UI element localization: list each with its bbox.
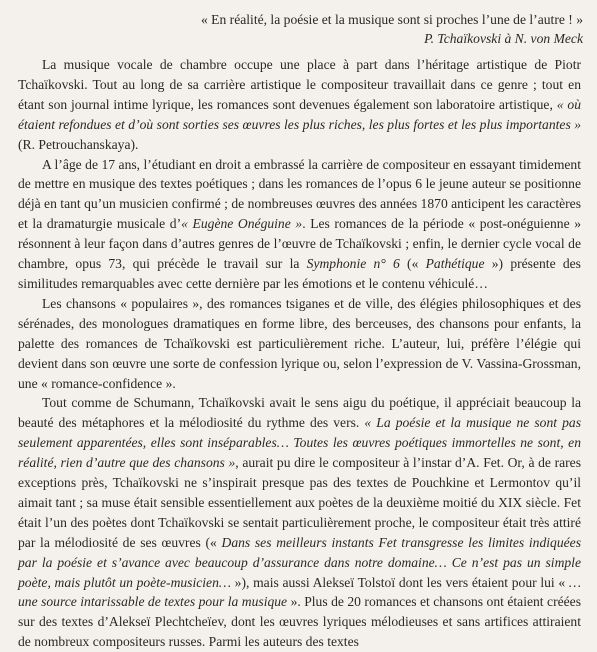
epigraph-attribution: P. Tchaïkovski à N. von Meck bbox=[424, 31, 583, 46]
text-run: ») présente des similitudes remarquables avec cette dernière par les émotions et le contenu véhiculé… bbox=[18, 256, 581, 291]
text-run: (R. Petrouchanskaya). bbox=[18, 136, 139, 152]
italic-text: « où étaient refondues et d’où sont sorties ses œuvres les plus riches, les plus fortes et les plus importantes » bbox=[18, 96, 581, 132]
text-run: . Les romances de la période « post-onéguienne » résonnent à leur façon dans d’autres genres de l’œuvre de Tchaïkovski ; enfin, le dernier cycle vocal de chambre, opus 73, qui précède le travail sur la bbox=[18, 216, 582, 272]
text-run: ». Plus de 20 romances et chansons ont étaient créées sur des textes d’Alekseï Plechtcheïev, dont les œuvres lyriques mélodieuses et sans artifices attiraient de nombreux compositeurs russes. Parmi les auteurs des textes bbox=[18, 594, 581, 650]
paragraph bbox=[18, 55, 581, 155]
text-run: Tout comme de Schumann, Tchaïkovski avait le sens aigu du poétique, il appréciait beaucoup la beauté des métaphores et la mélodiosité du rythme des vers. bbox=[18, 395, 581, 431]
italic-text: « Eugène Onéguine » bbox=[181, 216, 303, 232]
paragraph bbox=[18, 294, 581, 394]
text-run: (« bbox=[399, 256, 426, 272]
text-run: A l’âge de 17 ans, l’étudiant en droit a embrassé la carrière de compositeur en essayant timidement de mettre en musique des textes poétiques ; dans les romances de l’opus 6 le jeune auteur se positionne déjà en tant qu’un musicien confirmé ; de nombreuses œuvres des années 1870 anticipent les caractères et la dramaturgie musicale d’ bbox=[18, 156, 581, 232]
text-run: Les chansons « populaires », des romances tsiganes et de ville, des élégies philosophiques et des sérénades, des monologues dramatiques en forme libre, des berceuses, des chansons pour enfants, la palette des romances de Tchaïkovski est particulièrement riche. L’auteur, lui, préfère l’élégie qui devient dans son œuvre une sorte de confession lyrique ou, selon l’expression de V. Vassina-Grossman, une « romance-confidence ». bbox=[18, 295, 581, 391]
paragraph bbox=[18, 393, 581, 652]
italic-text: Symphonie n° 6 bbox=[306, 256, 400, 272]
italic-text: Dans ses meilleurs instants Fet transgresse les limites indiquées par la poésie et s’avance avec beaucoup d’assurance dans notre domaine… Ce n’est pas un simple poète, mais plutôt un poète-musicien… bbox=[18, 534, 582, 590]
epigraph-quote: « En réalité, la poésie et la musique sont si proches l’une de l’autre ! » bbox=[200, 12, 583, 27]
text-run: , aurait pu dire le compositeur à l’instar d’A. Fet. Or, à de rares exceptions près, Tchaïkovski ne s’inspirait presque pas des textes de Pouchkine et Lermontov qu’il aimait tant ; sa muse était sensible essentiellement aux poètes de la deuxième moitié du XIX siècle. Fet était l’un des poètes dont Tchaïkovski se sentait particulièrement proche, le compositeur était très attiré par la mélodiosité de ses œuvres (« bbox=[18, 455, 581, 550]
italic-text: « La poésie et la musique ne sont pas seulement apparentées, elles sont inséparables… Toutes les œuvres poétiques immortelles ne sont, en réalité, rien d’autre que des chansons » bbox=[18, 415, 581, 471]
epigraph bbox=[201, 10, 583, 48]
italic-text: Pathétique bbox=[425, 256, 485, 272]
text-run: »), mais aussi Alekseï Tolstoï dont les vers étaient pour lui « bbox=[230, 574, 569, 590]
body-text bbox=[18, 55, 581, 652]
italic-text: …une source intarissable de textes pour la musique bbox=[18, 574, 581, 610]
paragraph bbox=[18, 155, 581, 294]
text-run: La musique vocale de chambre occupe une place à part dans l’héritage artistique de Piotr Tchaïkovski. Tout au long de sa carrière artistique le compositeur travaillait dans ce genre ; tout en étant son journal intime lyrique, les romances sont devenues également son laboratoire artistique, bbox=[18, 57, 581, 112]
